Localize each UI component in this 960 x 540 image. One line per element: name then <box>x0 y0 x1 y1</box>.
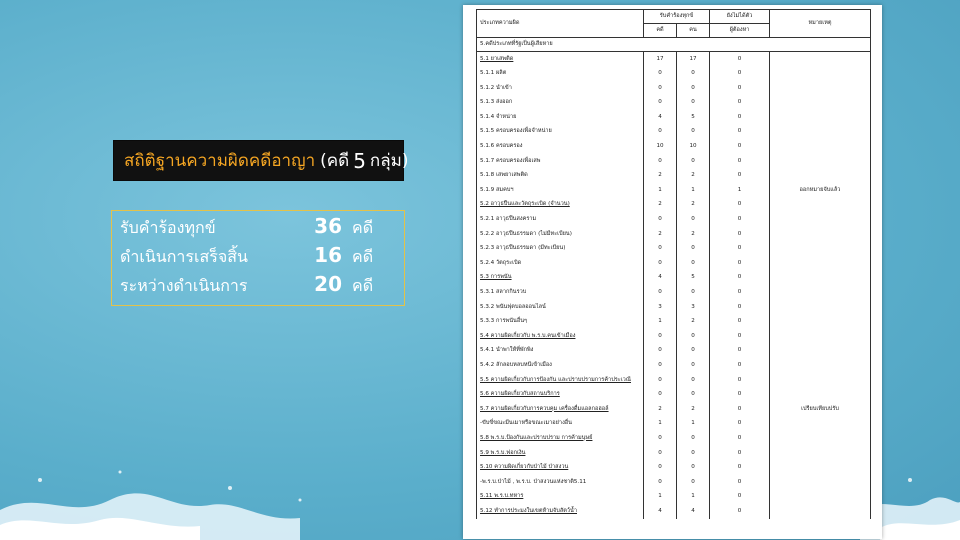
row-persons: 5 <box>677 110 710 125</box>
row-cases: 0 <box>644 344 677 359</box>
row-label <box>477 446 644 461</box>
row-unresolved: 0 <box>710 227 770 242</box>
table-row <box>477 344 871 359</box>
row-persons: 0 <box>677 388 710 403</box>
row-remark <box>770 490 871 505</box>
row-unresolved: 0 <box>710 169 770 184</box>
row-remark <box>770 329 871 344</box>
header-remark: หมายเหตุ <box>770 10 871 38</box>
row-label-text: 5.1.9 สมคบฯ <box>480 186 514 193</box>
table-row <box>477 81 871 96</box>
row-persons: 0 <box>677 81 710 96</box>
row-label <box>477 110 644 125</box>
row-remark <box>770 242 871 257</box>
row-cases: 0 <box>644 213 677 228</box>
row-label-text: 5.4 ความผิดเกี่ยวกับ พ.ร.บ.คนเข้าเมือง <box>480 332 576 339</box>
row-label <box>477 315 644 330</box>
row-label-text: 5.1.3 ส่งออก <box>480 99 513 106</box>
row-label <box>477 183 644 198</box>
row-label <box>477 81 644 96</box>
row-label <box>477 431 644 446</box>
row-label-text: 5.2.4 วัตถุระเบิด <box>480 259 522 266</box>
row-label-text: 5.1 ยาเสพติด <box>480 55 514 62</box>
row-label <box>477 329 644 344</box>
row-unresolved: 0 <box>710 67 770 82</box>
row-label <box>477 417 644 432</box>
row-cases: 0 <box>644 446 677 461</box>
row-unresolved: 0 <box>710 110 770 125</box>
row-remark <box>770 271 871 286</box>
row-label-text: -พ.ร.บ.ป่าไม้ , พ.ร.บ. ป่าสงวนแห่งชาติ5.11 <box>480 478 587 485</box>
row-persons: 1 <box>677 417 710 432</box>
row-remark <box>770 256 871 271</box>
row-persons: 0 <box>677 446 710 461</box>
table-row <box>477 475 871 490</box>
row-remark <box>770 110 871 125</box>
row-persons: 0 <box>677 154 710 169</box>
row-label-text: 5.1.4 จำหน่าย <box>480 113 517 120</box>
row-label <box>477 402 644 417</box>
stat-label: ระหว่างดำเนินการ <box>120 276 248 295</box>
table-row <box>477 373 871 388</box>
table-row <box>477 358 871 373</box>
row-unresolved: 1 <box>710 183 770 198</box>
table-row <box>477 271 871 286</box>
row-persons: 2 <box>677 315 710 330</box>
row-unresolved: 0 <box>710 329 770 344</box>
row-label-text: 5.2.3 อาวุธปืนธรรมดา (มีทะเบียน) <box>480 245 566 252</box>
stat-row-completed <box>120 243 394 272</box>
row-label-text: 5.9 พ.ร.บ.ฟอกเงิน <box>480 449 526 456</box>
row-persons: 10 <box>677 140 710 155</box>
row-persons: 5 <box>677 271 710 286</box>
row-remark <box>770 446 871 461</box>
row-unresolved: 0 <box>710 286 770 301</box>
case-summary-box <box>111 210 405 306</box>
table-row <box>477 183 871 198</box>
table-row <box>477 315 871 330</box>
row-label <box>477 504 644 519</box>
stat-unit: คดี <box>352 247 374 266</box>
row-persons: 0 <box>677 213 710 228</box>
table-header-row <box>477 10 871 24</box>
row-remark <box>770 227 871 242</box>
row-unresolved: 0 <box>710 52 770 67</box>
row-unresolved: 0 <box>710 344 770 359</box>
row-remark <box>770 504 871 519</box>
row-persons: 0 <box>677 329 710 344</box>
row-unresolved: 0 <box>710 256 770 271</box>
row-label <box>477 271 644 286</box>
slide-title: สถิติฐานความผิดคดีอาญา <box>124 151 316 171</box>
row-cases: 0 <box>644 125 677 140</box>
row-cases: 0 <box>644 329 677 344</box>
row-label <box>477 490 644 505</box>
row-cases: 0 <box>644 67 677 82</box>
row-remark <box>770 358 871 373</box>
row-unresolved: 0 <box>710 96 770 111</box>
row-remark <box>770 431 871 446</box>
table-row <box>477 286 871 301</box>
row-unresolved: 0 <box>710 417 770 432</box>
row-unresolved: 0 <box>710 388 770 403</box>
row-persons: 2 <box>677 198 710 213</box>
row-remark <box>770 417 871 432</box>
header-unresolved: ยังไม่ได้ตัว <box>710 10 770 24</box>
table-row <box>477 504 871 519</box>
row-cases: 2 <box>644 198 677 213</box>
row-cases: 10 <box>644 140 677 155</box>
row-unresolved: 0 <box>710 358 770 373</box>
table-row <box>477 67 871 82</box>
row-label-text: 5.1.1 ผลิต <box>480 70 507 77</box>
stat-value: 16 <box>314 243 342 267</box>
row-remark <box>770 300 871 315</box>
row-remark <box>770 198 871 213</box>
row-label-text: 5.3 การพนัน <box>480 274 512 281</box>
header-received: รับคำร้องทุกข์ <box>644 10 710 24</box>
row-label-text: 5.1.5 ครอบครองเพื่อจำหน่าย <box>480 128 552 135</box>
row-remark <box>770 475 871 490</box>
row-cases: 2 <box>644 169 677 184</box>
stat-label: รับคำร้องทุกข์ <box>120 218 216 237</box>
row-remark: ออกหมายจับแล้ว <box>770 183 871 198</box>
row-cases: 0 <box>644 256 677 271</box>
row-persons: 2 <box>677 169 710 184</box>
row-unresolved: 0 <box>710 140 770 155</box>
row-cases: 0 <box>644 431 677 446</box>
row-remark <box>770 154 871 169</box>
row-remark <box>770 81 871 96</box>
table-row <box>477 125 871 140</box>
row-label-text: 5.1.7 ครอบครองเพื่อเสพ <box>480 157 541 164</box>
row-label <box>477 198 644 213</box>
row-persons: 2 <box>677 227 710 242</box>
title-paren-open: (คดี <box>320 151 350 171</box>
row-unresolved: 0 <box>710 446 770 461</box>
row-persons: 0 <box>677 431 710 446</box>
row-label <box>477 169 644 184</box>
row-remark <box>770 169 871 184</box>
row-persons: 1 <box>677 490 710 505</box>
row-label-text: 5.4.1 นำพาให้ที่พักพิง <box>480 347 534 354</box>
stat-unit: คดี <box>352 276 374 295</box>
table-row <box>477 402 871 417</box>
row-unresolved: 0 <box>710 242 770 257</box>
row-persons: 0 <box>677 344 710 359</box>
stat-unit: คดี <box>352 218 374 237</box>
row-cases: 0 <box>644 373 677 388</box>
row-unresolved: 0 <box>710 81 770 96</box>
row-label <box>477 461 644 476</box>
row-remark <box>770 461 871 476</box>
row-label <box>477 96 644 111</box>
row-remark <box>770 140 871 155</box>
row-unresolved: 0 <box>710 125 770 140</box>
header-persons: คน <box>677 24 710 38</box>
row-label <box>477 256 644 271</box>
row-cases: 0 <box>644 154 677 169</box>
slide-title-box <box>113 140 409 181</box>
row-label <box>477 300 644 315</box>
row-persons: 0 <box>677 373 710 388</box>
row-remark <box>770 52 871 67</box>
table-row <box>477 446 871 461</box>
section-row <box>477 38 871 52</box>
row-persons: 0 <box>677 475 710 490</box>
row-label-text: 5.1.8 เสพยาเสพติด <box>480 172 528 179</box>
table-row <box>477 140 871 155</box>
row-cases: 0 <box>644 96 677 111</box>
row-label <box>477 358 644 373</box>
row-label-text: 5.11 พ.ร.บ.ทหาร <box>480 493 524 500</box>
stat-row-in-progress <box>120 272 394 301</box>
row-cases: 1 <box>644 490 677 505</box>
row-unresolved: 0 <box>710 213 770 228</box>
row-unresolved: 0 <box>710 373 770 388</box>
row-cases: 4 <box>644 271 677 286</box>
row-cases: 2 <box>644 227 677 242</box>
row-remark <box>770 373 871 388</box>
row-label-text: 5.5 ความผิดเกี่ยวกับการป้องกัน และปราบปรามการค้าประเวณี <box>480 376 631 383</box>
stat-value: 20 <box>314 272 342 296</box>
row-persons: 0 <box>677 256 710 271</box>
table-row <box>477 96 871 111</box>
table-row <box>477 461 871 476</box>
row-label-text: 5.4.2 ลักลอบหลบหนีเข้าเมือง <box>480 361 552 368</box>
table-row <box>477 227 871 242</box>
row-persons: 0 <box>677 67 710 82</box>
row-unresolved: 0 <box>710 154 770 169</box>
row-persons: 4 <box>677 504 710 519</box>
row-cases: 17 <box>644 52 677 67</box>
row-remark <box>770 388 871 403</box>
row-label-text: 5.3.2 พนันฟุตบอลออนไลน์ <box>480 303 546 310</box>
row-remark <box>770 315 871 330</box>
row-label-text: 5.2 อาวุธปืนและวัตถุระเบิด (จำนวน) <box>480 201 570 208</box>
table-row <box>477 388 871 403</box>
row-remark: เปรียบเทียบปรับ <box>770 402 871 417</box>
table-row <box>477 110 871 125</box>
row-cases: 0 <box>644 475 677 490</box>
row-unresolved: 0 <box>710 300 770 315</box>
row-label <box>477 242 644 257</box>
stat-value: 36 <box>314 214 342 238</box>
row-unresolved: 0 <box>710 504 770 519</box>
stat-row-received <box>120 214 394 243</box>
table-row <box>477 256 871 271</box>
header-type: ประเภทความผิด <box>477 10 644 38</box>
table-row <box>477 300 871 315</box>
row-remark <box>770 344 871 359</box>
row-label <box>477 227 644 242</box>
row-cases: 4 <box>644 110 677 125</box>
row-label <box>477 52 644 67</box>
table-row <box>477 431 871 446</box>
row-unresolved: 0 <box>710 431 770 446</box>
row-label-text: 5.2.1 อาวุธปืนสงคราม <box>480 216 537 223</box>
row-persons: 1 <box>677 183 710 198</box>
row-remark <box>770 213 871 228</box>
row-cases: 0 <box>644 286 677 301</box>
row-label <box>477 125 644 140</box>
table-row <box>477 198 871 213</box>
row-cases: 0 <box>644 388 677 403</box>
row-label <box>477 67 644 82</box>
row-cases: 1 <box>644 315 677 330</box>
row-unresolved: 0 <box>710 198 770 213</box>
row-persons: 3 <box>677 300 710 315</box>
row-cases: 3 <box>644 300 677 315</box>
row-label <box>477 373 644 388</box>
row-cases: 0 <box>644 242 677 257</box>
row-label-text: 5.12 ทำการประมงในเขตห้ามจับสัตว์น้ำ <box>480 507 577 514</box>
section-label: 5.คดีประเภทที่รัฐเป็นผู้เสียหาย <box>477 38 871 52</box>
table-row <box>477 154 871 169</box>
row-cases: 1 <box>644 183 677 198</box>
row-persons: 0 <box>677 242 710 257</box>
row-label <box>477 344 644 359</box>
row-cases: 4 <box>644 504 677 519</box>
row-label <box>477 213 644 228</box>
row-cases: 0 <box>644 461 677 476</box>
crime-statistics-table <box>476 9 871 519</box>
row-label-text: 5.6 ความผิดเกี่ยวกับสถานบริการ <box>480 391 560 398</box>
row-label-text: 5.10 ความผิดเกี่ยวกับป่าไม้ ป่าสงวน <box>480 464 569 471</box>
row-remark <box>770 286 871 301</box>
row-persons: 0 <box>677 125 710 140</box>
row-unresolved: 0 <box>710 402 770 417</box>
row-unresolved: 0 <box>710 271 770 286</box>
row-label <box>477 475 644 490</box>
row-remark <box>770 67 871 82</box>
row-persons: 17 <box>677 52 710 67</box>
table-row <box>477 490 871 505</box>
row-persons: 2 <box>677 402 710 417</box>
title-group-count: 5 <box>353 148 366 173</box>
header-suspect: ผู้ต้องหา <box>710 24 770 38</box>
table-row <box>477 169 871 184</box>
row-cases: 1 <box>644 417 677 432</box>
table-row <box>477 417 871 432</box>
scanned-statistics-document <box>463 5 882 539</box>
title-paren-close: กลุ่ม) <box>369 151 409 171</box>
row-unresolved: 0 <box>710 490 770 505</box>
row-label-text: 5.1.2 นำเข้า <box>480 84 512 91</box>
table-row <box>477 329 871 344</box>
row-label-text: 5.7 ความผิดเกี่ยวกับการควบคุม เครื่องดื่มแอลกอฮอล์ <box>480 405 609 412</box>
row-persons: 0 <box>677 358 710 373</box>
row-unresolved: 0 <box>710 475 770 490</box>
row-remark <box>770 125 871 140</box>
row-unresolved: 0 <box>710 315 770 330</box>
row-label <box>477 388 644 403</box>
row-unresolved: 0 <box>710 461 770 476</box>
row-cases: 0 <box>644 358 677 373</box>
table-row <box>477 52 871 67</box>
row-persons: 0 <box>677 461 710 476</box>
row-cases: 2 <box>644 402 677 417</box>
row-remark <box>770 96 871 111</box>
row-label-text: 5.8 พ.ร.บ.ป้องกันและปราบปราม การค้ามนุษย์ <box>480 434 593 441</box>
row-label-text: 5.2.2 อาวุธปืนธรรมดา (ไม่มีทะเบียน) <box>480 230 572 237</box>
row-label-text: 5.3.1 สลากกินรวบ <box>480 289 527 295</box>
stat-label: ดำเนินการเสร็จสิ้น <box>120 247 248 266</box>
row-cases: 0 <box>644 81 677 96</box>
table-row <box>477 213 871 228</box>
header-cases: คดี <box>644 24 677 38</box>
row-label-text: 5.1.6 ครอบครอง <box>480 143 523 150</box>
row-label-text: -ขับขี่ขณะมีนเมาหรือขณะเมาอย่างอื่น <box>480 420 572 427</box>
row-label <box>477 140 644 155</box>
row-persons: 0 <box>677 96 710 111</box>
row-label <box>477 286 644 301</box>
row-label <box>477 154 644 169</box>
row-label-text: 5.3.3 การพนันอื่นๆ <box>480 318 528 325</box>
row-persons: 0 <box>677 286 710 301</box>
table-row <box>477 242 871 257</box>
